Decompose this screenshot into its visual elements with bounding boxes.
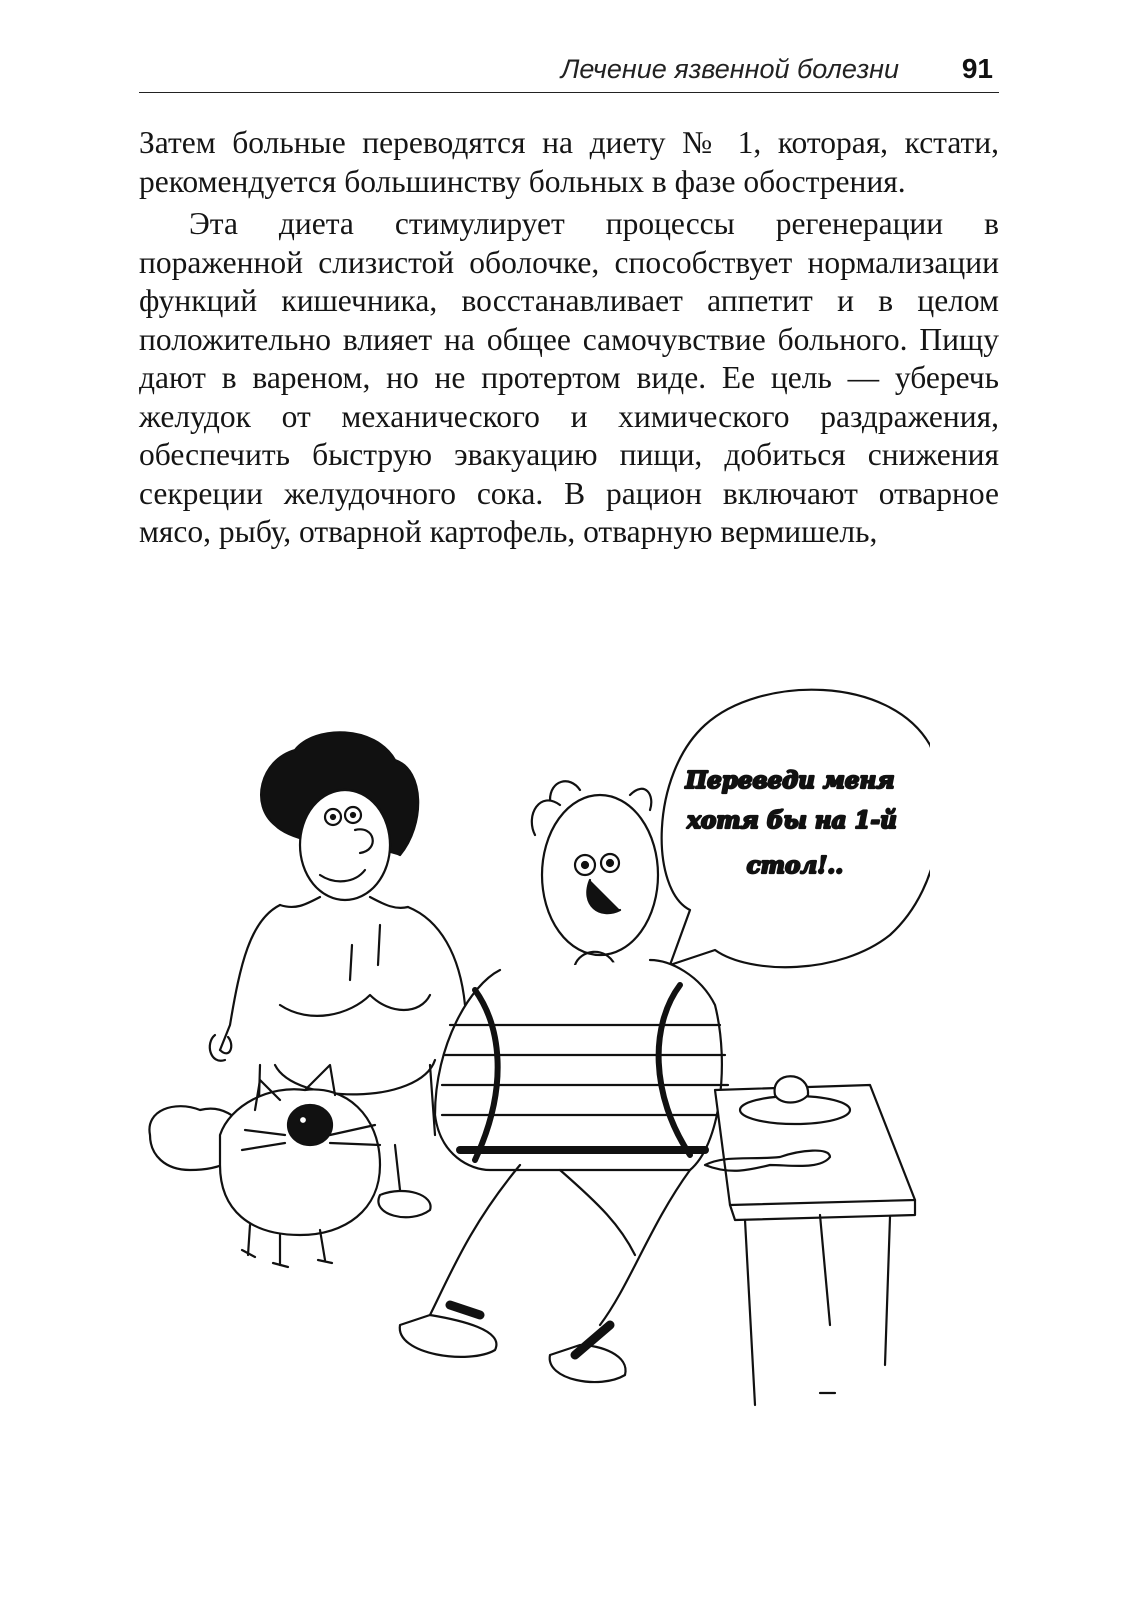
table	[705, 1076, 915, 1405]
paragraph-1: Затем больные переводятся на диету № 1, которая, кстати, рекомендуется большинству больных в фазе обострения.	[139, 125, 999, 199]
bubble-line-1: Переведи меня	[685, 767, 895, 794]
cartoon-illustration	[130, 665, 930, 1425]
bubble-line-2: хотя бы на 1-й	[687, 807, 897, 834]
bubble-line-3: стол!..	[746, 852, 844, 879]
running-head	[139, 52, 999, 93]
man-figure	[400, 781, 728, 1382]
paragraph-2: Эта диета стимулирует процессы регенерации в пораженной слизистой оболочке, способствует нормализации функций кишечника, восстанавливает аппетит и в целом положительно влияет на общее самочувствие больного. Пищу дают в вареном, но не протертом виде. Ее цель — уберечь желудок от механического и химического раздражения, обеспечить быструю эвакуацию пищи, добиться снижения секреции желудочного сока. В рацион включают отварное мясо, рыбу, отварной картофель, отварную вермишель,	[139, 206, 999, 549]
speech-bubble	[662, 690, 930, 968]
body-text	[139, 124, 999, 552]
page-number: 91	[961, 53, 993, 84]
running-title: Лечение язвенной болезни	[560, 54, 899, 84]
